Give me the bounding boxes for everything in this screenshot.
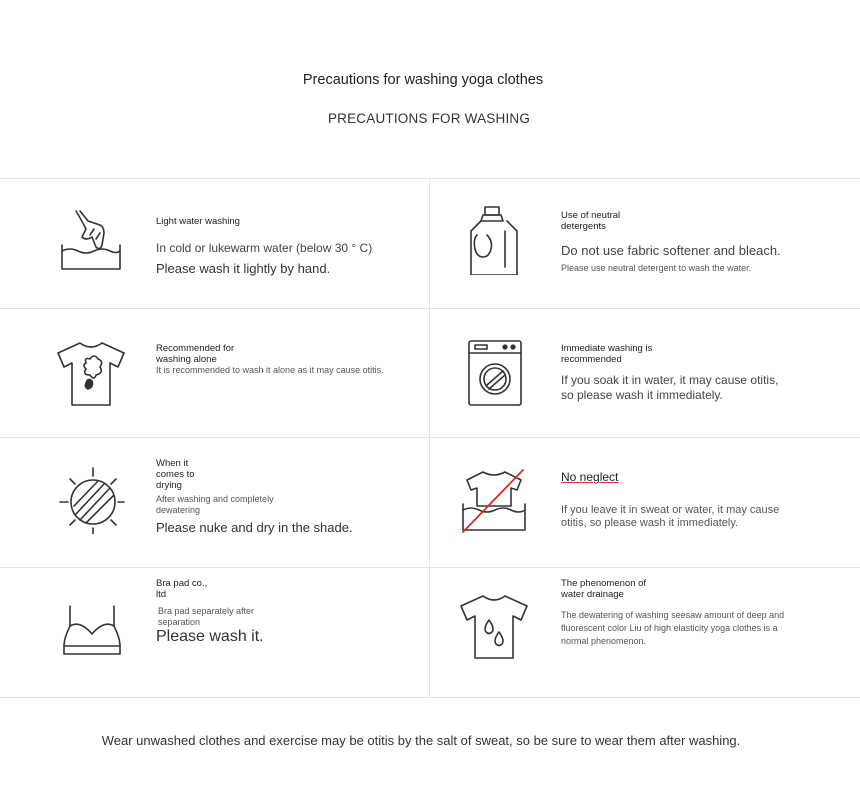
item-heading: Bra pad co., ltd xyxy=(156,578,208,600)
detergent-bottle-icon xyxy=(459,205,529,275)
item-text: In cold or lukewarm water (below 30 ° C) xyxy=(156,241,373,255)
instruction-no-neglect xyxy=(430,438,859,567)
bra-icon xyxy=(56,596,126,666)
footer-note: Wear unwashed clothes and exercise may be otitis by the salt of sweat, so be sure to wear them after washing. xyxy=(101,733,741,748)
item-text: Please wash it. xyxy=(156,628,264,645)
instruction-bra-pad xyxy=(0,568,429,697)
stained-shirt-icon xyxy=(56,339,126,409)
item-heading: Immediate washing is recommended xyxy=(561,343,653,365)
no-soaking-icon xyxy=(459,466,529,536)
item-text: If you soak it in water, it may cause otitis, so please wash it immediately. xyxy=(561,373,779,402)
item-heading: Recommended for washing alone xyxy=(156,343,235,365)
shade-drying-icon xyxy=(58,464,128,534)
instruction-neutral-detergents xyxy=(430,179,859,308)
item-text: Please wash it lightly by hand. xyxy=(156,261,331,276)
item-text: If you leave it in sweat or water, it may cause otitis, so please wash it immediately. xyxy=(561,504,780,529)
item-text: Please use neutral detergent to wash the water. xyxy=(561,263,752,273)
instruction-wash-alone xyxy=(0,309,429,438)
item-heading: Light water washing xyxy=(156,216,240,227)
water-drop-shirt-icon xyxy=(459,592,529,662)
item-text: After washing and completely dewatering xyxy=(156,494,274,515)
item-heading: The phenomenon of water drainage xyxy=(561,578,647,600)
instruction-immediate-washing xyxy=(430,309,859,438)
item-text: Bra pad separately after separation xyxy=(158,606,255,627)
washing-instructions-grid xyxy=(0,178,860,698)
item-text: Do not use fabric softener and bleach. xyxy=(561,243,781,258)
instruction-drying xyxy=(0,438,429,567)
item-text: Please nuke and dry in the shade. xyxy=(156,520,353,535)
instruction-light-water-washing xyxy=(0,179,429,308)
hand-washing-icon xyxy=(56,207,126,277)
item-text: It is recommended to wash it alone as it may cause otitis. xyxy=(156,365,384,375)
washing-machine-icon xyxy=(459,337,529,407)
item-heading: Use of neutral detergents xyxy=(561,210,621,232)
page-title: Precautions for washing yoga clothes xyxy=(302,72,544,88)
item-heading: When it comes to drying xyxy=(156,458,195,491)
item-heading: No neglect xyxy=(561,470,619,484)
instruction-water-drainage xyxy=(430,568,859,697)
item-text: The dewatering of washing seesaw amount of deep and fluorescent color Liu of high elasticity yoga clothes is a normal phenomenon. xyxy=(561,610,785,646)
page-subtitle: PRECAUTIONS FOR WASHING xyxy=(327,111,531,126)
